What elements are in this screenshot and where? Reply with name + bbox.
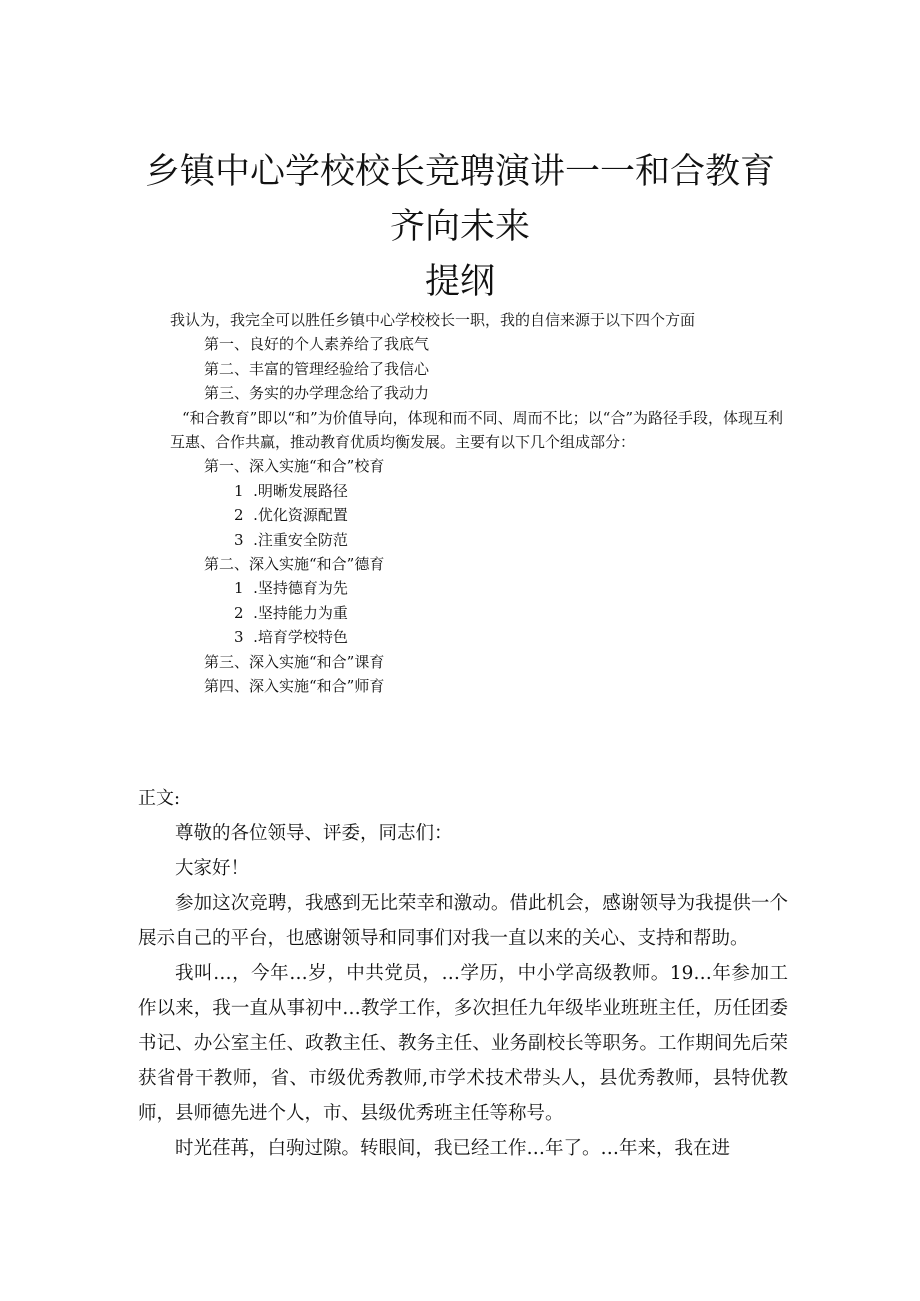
body-paragraph: 我叫…，今年…岁，中共党员，…学历，中小学高级教师。19…年参加工作以来，我一直从事初中…教学工作，多次担任九年级毕业班班主任，历任团委书记、办公室主任、政教主任、教务主任、业务副校长等职务。工作期间先后荣获省骨干教师，省、市级优秀教师,市学术技术带头人，县优秀教师，县特优教师，县师德先进个人，市、县级优秀班主任等称号。: [138, 963, 788, 1124]
document-title-line1: 乡镇中心学校校长竞聘演讲一一和合教育: [144, 152, 775, 192]
reason-item: 第三、务实的办学理念给了我动力: [204, 384, 430, 403]
reason-item: 第二、丰富的管理经验给了我信心: [204, 359, 430, 378]
part-heading: 第三、深入实施“和合”课育: [204, 652, 385, 671]
body-paragraph: 参加这次竞聘，我感到无比荣幸和激动。借此机会，感谢领导为我提供一个展示自己的平台，也感谢领导和同事们对我一直以来的关心、支持和帮助。: [138, 893, 788, 949]
salutation: 尊敬的各位领导、评委，同志们：: [175, 823, 453, 844]
part-item: 3 .注重安全防范: [234, 530, 348, 549]
part-heading: 第一、深入实施“和合”校育: [204, 457, 385, 476]
part-item: 3 .培育学校特色: [234, 628, 348, 647]
outline-section: [170, 308, 790, 699]
reason-item: 第一、良好的个人素养给了我底气: [204, 335, 430, 354]
outline-heading: 提纲: [424, 262, 495, 302]
body-paragraph: 时光荏苒，白驹过隙。转眼间，我已经工作…年了。…年来，我在进: [175, 1138, 731, 1159]
part-item: 1 .坚持德育为先: [234, 579, 348, 598]
greeting: 大家好！: [175, 858, 250, 879]
outline-intro: 我认为，我完全可以胜任乡镇中心学校校长一职，我的自信来源于以下四个方面: [170, 311, 696, 329]
document-title-line2: 齐向未来: [389, 207, 530, 247]
part-heading: 第四、深入实施“和合”师育: [204, 677, 385, 696]
part-heading: 第二、深入实施“和合”德育: [204, 555, 385, 574]
part-item: 1 .明晰发展路径: [234, 481, 348, 500]
speech-body: [138, 816, 788, 1166]
body-label: 正文:: [138, 788, 181, 809]
part-item: 2 .坚持能力为重: [234, 603, 348, 622]
part-item: 2 .优化资源配置: [234, 506, 348, 525]
concept-paragraph: “和合教育”即以“和”为价值导向，体现和而不同、周而不比；以“合”为路径手段，体现互利互惠、合作共赢，推动教育优质均衡发展。主要有以下几个组成部分：: [170, 408, 784, 452]
